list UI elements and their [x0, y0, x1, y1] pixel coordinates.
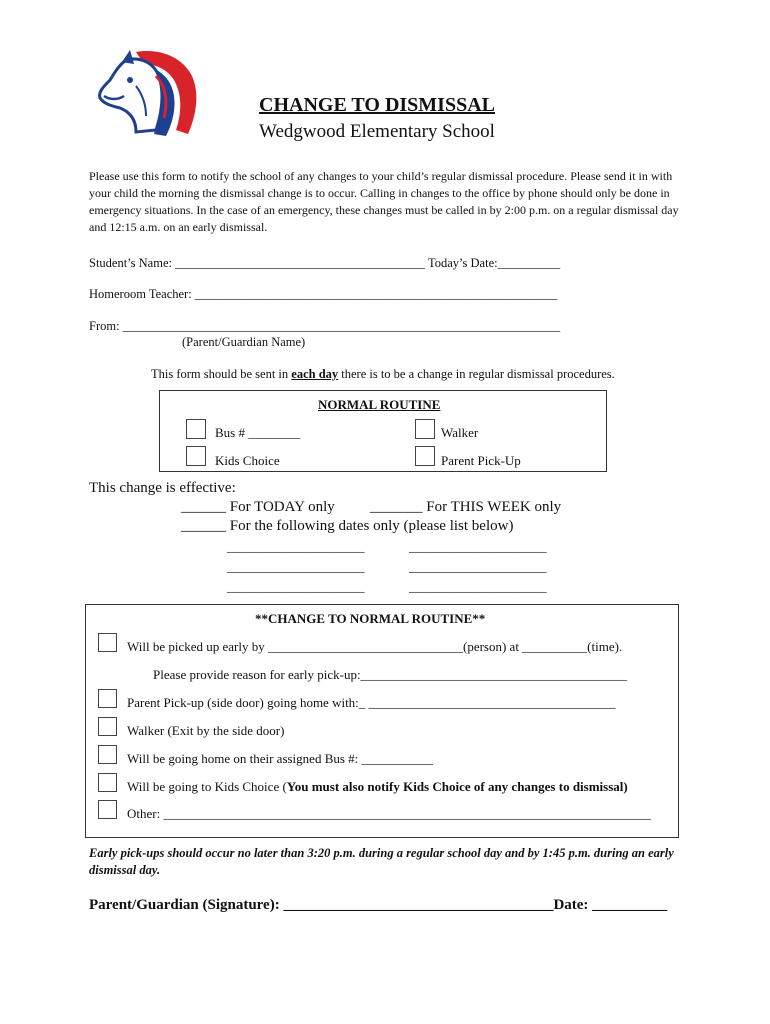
kids-choice-label: Kids Choice	[215, 453, 280, 468]
date-line-3[interactable]: ______________________	[227, 560, 365, 574]
from-caption: (Parent/Guardian Name)	[182, 335, 306, 349]
normal-routine-heading: NORMAL ROUTINE	[318, 397, 441, 412]
intro-paragraph: Please use this form to notify the school of any changes to your child’s regular dismissal procedure. Please send it in with your child the morning the dismissal change is to occur. Calling in changes to the office by phone should only be done in emergency situations. In the case of an emergency, these changes must be called in by 2:00 p.m. on a regular dismissal day and 12:15 a.m. on an early dismissal.	[89, 169, 679, 234]
change-routine-heading: **CHANGE TO NORMAL ROUTINE**	[255, 611, 486, 626]
effective-heading: This change is effective:	[89, 480, 236, 496]
walker-checkbox[interactable]	[415, 419, 435, 439]
kids-choice-change-label: Will be going to Kids Choice (You must also notify Kids Choice of any changes to dismissal)	[127, 779, 628, 794]
early-pickup-deadline-note: Early pick-ups should occur no later than 3:20 p.m. during a regular school day and by 1:45 p.m. during an early dismissal day.	[89, 846, 674, 877]
bus-checkbox[interactable]	[186, 419, 206, 439]
school-name: Wedgwood Elementary School	[259, 121, 495, 142]
from-line[interactable]: From: ______________________________________________________________________	[89, 319, 561, 333]
date-line-5[interactable]: ______________________	[227, 580, 365, 594]
parent-side-door-checkbox[interactable]	[98, 689, 117, 708]
date-line-1[interactable]: ______________________	[227, 540, 365, 554]
today-only-option[interactable]: ______ For TODAY only	[181, 499, 335, 515]
bus-label: Bus # ________	[215, 425, 301, 440]
parent-side-door-label: Parent Pick-up (side door) going home with:_ ______________________________________	[127, 695, 616, 710]
other-checkbox[interactable]	[98, 800, 117, 819]
homeroom-teacher-line[interactable]: Homeroom Teacher: __________________________________________________________	[89, 287, 558, 301]
date-line-2[interactable]: ______________________	[409, 540, 547, 554]
kids-choice-change-checkbox[interactable]	[98, 773, 117, 792]
walker-side-door-label: Walker (Exit by the side door)	[127, 723, 285, 738]
date-line-4[interactable]: ______________________	[409, 560, 547, 574]
parent-pickup-checkbox[interactable]	[415, 446, 435, 466]
early-pickup-checkbox[interactable]	[98, 633, 117, 652]
this-week-option[interactable]: _______ For THIS WEEK only	[370, 499, 562, 515]
kids-choice-checkbox[interactable]	[186, 446, 206, 466]
other-label[interactable]: Other: ___________________________________________________________________________	[127, 806, 651, 821]
walker-label: Walker	[441, 425, 479, 440]
date-line-6[interactable]: ______________________	[409, 580, 547, 594]
send-each-day-note: This form should be sent in each day there is to be a change in regular dismissal procedures.	[151, 367, 615, 381]
signature-line[interactable]: Parent/Guardian (Signature): ____________________________________Date: __________	[89, 897, 668, 913]
assigned-bus-label: Will be going home on their assigned Bus #: ___________	[127, 751, 434, 766]
early-pickup-reason-line[interactable]: Please provide reason for early pick-up:_________________________________________	[153, 667, 628, 682]
form-title: CHANGE TO DISMISSAL	[259, 94, 495, 116]
student-name-line[interactable]: Student’s Name: ________________________________________ Today’s Date:__________	[89, 256, 561, 270]
early-pickup-label: Will be picked up early by ______________________________(person) at __________(time).	[127, 639, 623, 654]
walker-side-door-checkbox[interactable]	[98, 717, 117, 736]
following-dates-option[interactable]: ______ For the following dates only (please list below)	[181, 518, 514, 534]
parent-pickup-label: Parent Pick-Up	[441, 453, 521, 468]
assigned-bus-checkbox[interactable]	[98, 745, 117, 764]
